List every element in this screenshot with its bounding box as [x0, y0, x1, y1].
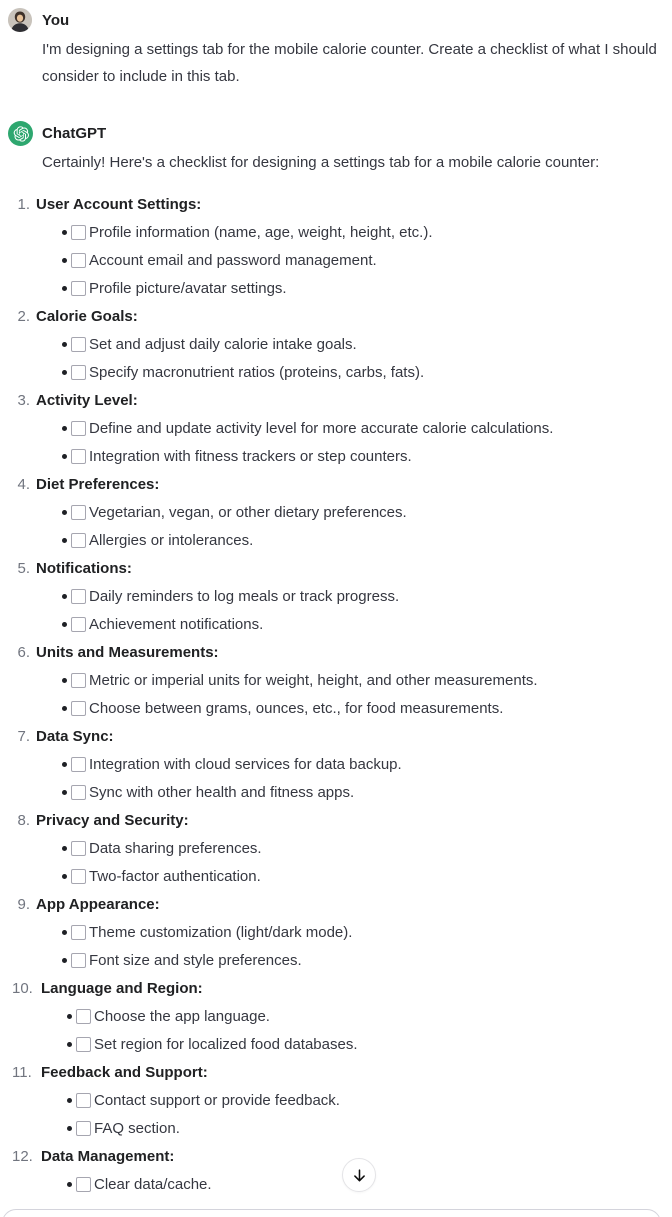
- section-number: 5.: [17, 560, 30, 577]
- checklist-item: [12, 779, 660, 807]
- checklist-item-label: Achievement notifications.: [89, 616, 264, 633]
- section-title: Calorie Goals:: [36, 308, 138, 325]
- bullet-icon: [62, 286, 67, 291]
- section-number: 3.: [17, 392, 30, 409]
- bullet-icon: [62, 370, 67, 375]
- bullet-icon: [67, 1014, 72, 1019]
- checklist-section: [12, 303, 660, 387]
- checkbox-unchecked[interactable]: [71, 673, 86, 688]
- checklist-item: [12, 415, 660, 443]
- checklist-item-label: Sync with other health and fitness apps.: [89, 784, 355, 801]
- checklist-item: [12, 751, 660, 779]
- checklist-item: [12, 275, 660, 303]
- checklist-item-label: Integration with fitness trackers or step counters.: [89, 448, 412, 465]
- checklist-item: [12, 247, 660, 275]
- section-title: Privacy and Security:: [36, 812, 189, 829]
- bullet-icon: [62, 230, 67, 235]
- section-title: Notifications:: [36, 560, 132, 577]
- section-number: 9.: [17, 896, 30, 913]
- checklist-section: [12, 471, 660, 555]
- checkbox-unchecked[interactable]: [71, 281, 86, 296]
- bullet-icon: [67, 1098, 72, 1103]
- checklist-section: [12, 723, 660, 807]
- chatgpt-avatar: [8, 121, 33, 146]
- bullet-icon: [62, 426, 67, 431]
- checkbox-unchecked[interactable]: [71, 337, 86, 352]
- openai-logo-icon: [13, 126, 29, 142]
- checklist-item-label: Theme customization (light/dark mode).: [89, 924, 353, 941]
- bullet-icon: [62, 538, 67, 543]
- section-number: 2.: [17, 308, 30, 325]
- bullet-icon: [62, 930, 67, 935]
- bullet-icon: [62, 510, 67, 515]
- scroll-to-bottom-button[interactable]: [342, 1158, 376, 1192]
- checklist-item-label: Set region for localized food databases.: [94, 1036, 358, 1053]
- bullet-icon: [67, 1126, 72, 1131]
- checklist-item: [12, 1031, 660, 1059]
- checkbox-unchecked[interactable]: [76, 1037, 91, 1052]
- checklist-item: [12, 1171, 660, 1199]
- bullet-icon: [62, 454, 67, 459]
- bullet-icon: [62, 594, 67, 599]
- user-message: [0, 0, 672, 90]
- checklist-item-label: Data sharing preferences.: [89, 840, 262, 857]
- section-title: Activity Level:: [36, 392, 138, 409]
- message-input[interactable]: [2, 1209, 661, 1217]
- checkbox-unchecked[interactable]: [71, 925, 86, 940]
- checklist-item-label: Allergies or intolerances.: [89, 532, 254, 549]
- arrow-down-icon: [351, 1167, 368, 1184]
- bullet-icon: [62, 706, 67, 711]
- assistant-sender-label: ChatGPT: [42, 125, 107, 142]
- checkbox-unchecked[interactable]: [71, 253, 86, 268]
- checklist-item: [12, 611, 660, 639]
- checkbox-unchecked[interactable]: [76, 1093, 91, 1108]
- bullet-icon: [62, 846, 67, 851]
- checklist-item: [12, 583, 660, 611]
- checkbox-unchecked[interactable]: [71, 505, 86, 520]
- assistant-message: [0, 90, 672, 1199]
- checkbox-unchecked[interactable]: [76, 1121, 91, 1136]
- checklist-section: [12, 555, 660, 639]
- checklist-item: [12, 919, 660, 947]
- checkbox-unchecked[interactable]: [71, 841, 86, 856]
- section-number: 6.: [17, 644, 30, 661]
- section-title: Language and Region:: [41, 980, 203, 997]
- checklist-section: [12, 1143, 660, 1199]
- bullet-icon: [67, 1182, 72, 1187]
- checklist-item-label: Clear data/cache.: [94, 1176, 212, 1193]
- checklist-item: [12, 359, 660, 387]
- checklist-item-label: Profile information (name, age, weight, height, etc.).: [89, 224, 433, 241]
- section-title: User Account Settings:: [36, 196, 202, 213]
- checklist-section: [12, 975, 660, 1059]
- checklist-section: [12, 807, 660, 891]
- checklist-item-label: Two-factor authentication.: [89, 868, 261, 885]
- checkbox-unchecked[interactable]: [71, 421, 86, 436]
- checklist-item: [12, 443, 660, 471]
- section-title: Diet Preferences:: [36, 476, 160, 493]
- checklist-section: [12, 1059, 660, 1143]
- checklist-item-label: Choose between grams, ounces, etc., for food measurements.: [89, 700, 504, 717]
- checklist-item: [12, 1115, 660, 1143]
- checklist-item: [12, 667, 660, 695]
- section-number: 4.: [17, 476, 30, 493]
- bullet-icon: [62, 342, 67, 347]
- checklist-item-label: Account email and password management.: [89, 252, 377, 269]
- checklist-item-label: Font size and style preferences.: [89, 952, 302, 969]
- checklist-item: [12, 499, 660, 527]
- section-number: 12.: [12, 1148, 33, 1165]
- checklist-item: [12, 947, 660, 975]
- settings-checklist: [12, 191, 660, 1199]
- checklist-section: [12, 191, 660, 303]
- user-sender-label: You: [42, 12, 70, 29]
- bullet-icon: [62, 790, 67, 795]
- bullet-icon: [62, 678, 67, 683]
- checklist-item-label: Metric or imperial units for weight, height, and other measurements.: [89, 672, 538, 689]
- checklist-section: [12, 387, 660, 471]
- checkbox-unchecked[interactable]: [76, 1177, 91, 1192]
- checkbox-unchecked[interactable]: [71, 225, 86, 240]
- checklist-item: [12, 219, 660, 247]
- section-number: 8.: [17, 812, 30, 829]
- checklist-item-label: Specify macronutrient ratios (proteins, carbs, fats).: [89, 364, 425, 381]
- checklist-item-label: Choose the app language.: [94, 1008, 270, 1025]
- checkbox-unchecked[interactable]: [71, 869, 86, 884]
- section-title: Data Sync:: [36, 728, 114, 745]
- section-number: 10.: [12, 980, 33, 997]
- section-title: Units and Measurements:: [36, 644, 219, 661]
- checklist-item: [12, 863, 660, 891]
- checklist-item-label: Profile picture/avatar settings.: [89, 280, 287, 297]
- checklist-section: [12, 639, 660, 723]
- checklist-item-label: Integration with cloud services for data backup.: [89, 756, 402, 773]
- person-photo-icon: [8, 8, 32, 32]
- checklist-item-label: Vegetarian, vegan, or other dietary preferences.: [89, 504, 407, 521]
- checklist-item: [12, 331, 660, 359]
- user-avatar: [8, 8, 32, 32]
- checkbox-unchecked[interactable]: [71, 953, 86, 968]
- checklist-item: [12, 835, 660, 863]
- checklist-item-label: FAQ section.: [94, 1120, 180, 1137]
- checkbox-unchecked[interactable]: [71, 757, 86, 772]
- bullet-icon: [67, 1042, 72, 1047]
- checklist-item: [12, 1003, 660, 1031]
- bullet-icon: [62, 762, 67, 767]
- checklist-item-label: Daily reminders to log meals or track progress.: [89, 588, 400, 605]
- section-number: 1.: [17, 196, 30, 213]
- checkbox-unchecked[interactable]: [71, 449, 86, 464]
- checklist-section: [12, 891, 660, 975]
- checklist-item-label: Set and adjust daily calorie intake goals.: [89, 336, 357, 353]
- bullet-icon: [62, 874, 67, 879]
- user-message-text: I'm designing a settings tab for the mobile calorie counter. Create a checklist of what I should consider to include in this tab.: [42, 41, 657, 85]
- checkbox-unchecked[interactable]: [71, 365, 86, 380]
- section-title: Data Management:: [41, 1148, 175, 1165]
- checkbox-unchecked[interactable]: [76, 1009, 91, 1024]
- bullet-icon: [62, 258, 67, 263]
- checklist-item-label: Define and update activity level for more accurate calorie calculations.: [89, 420, 554, 437]
- bullet-icon: [62, 622, 67, 627]
- checklist-item: [12, 527, 660, 555]
- assistant-intro-text: Certainly! Here's a checklist for designing a settings tab for a mobile calorie counter:: [42, 154, 600, 171]
- section-number: 11.: [12, 1064, 32, 1081]
- checklist-item: [12, 695, 660, 723]
- section-number: 7.: [17, 728, 30, 745]
- checkbox-unchecked[interactable]: [71, 701, 86, 716]
- checklist-item-label: Contact support or provide feedback.: [94, 1092, 340, 1109]
- checkbox-unchecked[interactable]: [71, 785, 86, 800]
- bullet-icon: [62, 958, 67, 963]
- checkbox-unchecked[interactable]: [71, 617, 86, 632]
- checkbox-unchecked[interactable]: [71, 533, 86, 548]
- checkbox-unchecked[interactable]: [71, 589, 86, 604]
- checklist-item: [12, 1087, 660, 1115]
- section-title: App Appearance:: [36, 896, 160, 913]
- section-title: Feedback and Support:: [41, 1064, 208, 1081]
